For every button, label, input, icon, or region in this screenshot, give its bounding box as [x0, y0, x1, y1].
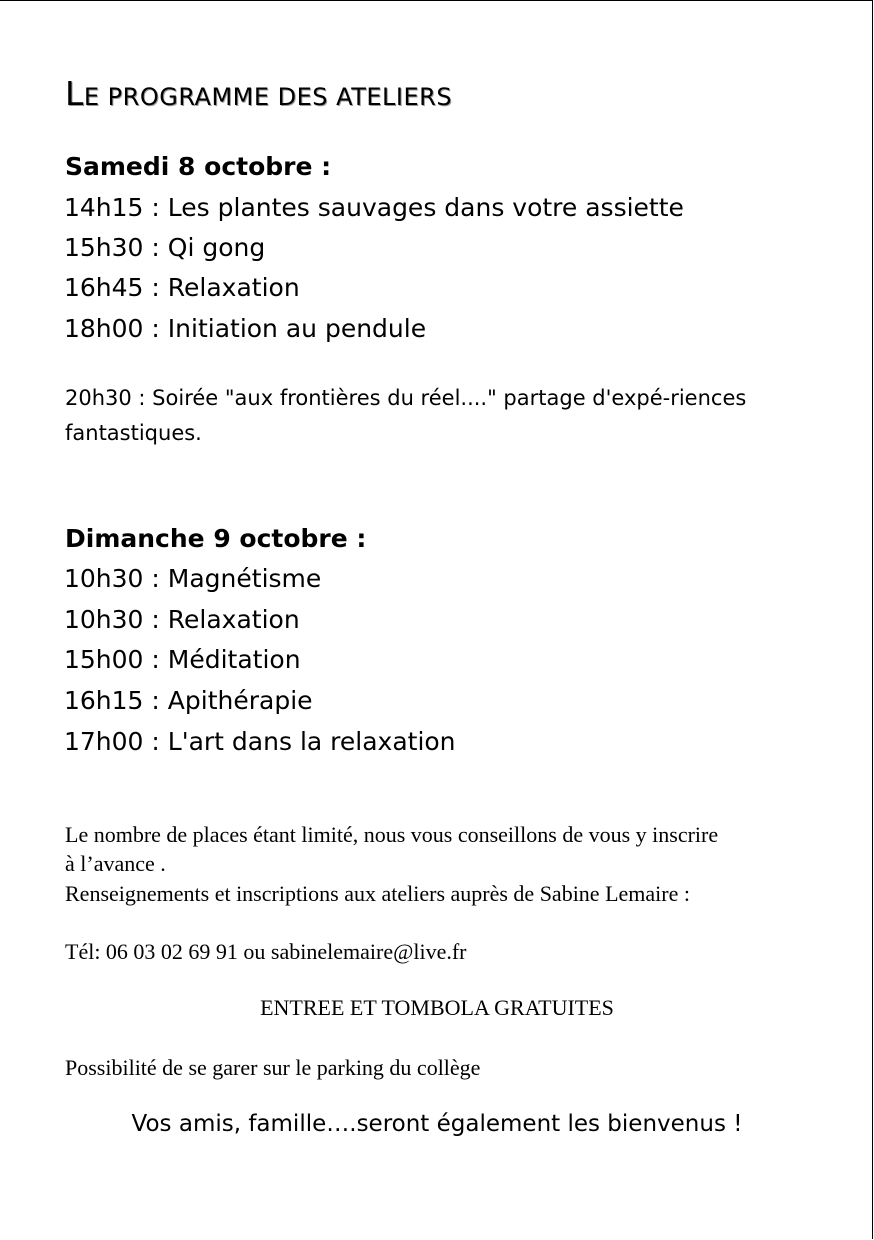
title-rest: E PROGRAMME DES ATELIERS [83, 83, 453, 111]
page-title [65, 74, 452, 113]
saturday-session: 15h30 : Qi gong [64, 233, 266, 262]
sunday-heading: Dimanche 9 octobre : [65, 524, 367, 553]
places-notice-line2: à l’avance . [65, 851, 166, 876]
sunday-session: 15h00 : Méditation [64, 645, 301, 674]
sunday-session: 10h30 : Relaxation [64, 605, 300, 634]
saturday-session: 18h00 : Initiation au pendule [64, 314, 427, 343]
welcome-message: Vos amis, famille….seront également les bienvenus ! [131, 1111, 743, 1137]
sunday-session: 17h00 : L'art dans la relaxation [64, 727, 456, 756]
sunday-session: 10h30 : Magnétisme [64, 564, 322, 593]
saturday-heading: Samedi 8 octobre : [65, 152, 332, 181]
sunday-session: 16h15 : Apithérapie [64, 686, 313, 715]
phone-email: Tél: 06 03 02 69 91 ou sabinelemaire@live.fr [65, 939, 467, 964]
title-first-letter: L [65, 74, 84, 113]
saturday-session: 16h45 : Relaxation [64, 273, 300, 302]
saturday-session: 14h15 : Les plantes sauvages dans votre assiette [64, 193, 684, 222]
contact-notice: Renseignements et inscriptions aux ateliers auprès de Sabine Lemaire : [65, 881, 690, 906]
saturday-evening-event: 20h30 : Soirée "aux frontières du réel...." partage d'expé-riences fantastiques. [65, 386, 747, 445]
places-notice-line1: Le nombre de places étant limité, nous vous conseillons de vous y inscrire [65, 822, 719, 847]
parking-notice: Possibilité de se garer sur le parking du collège [65, 1055, 481, 1080]
free-entry-notice: ENTREE ET TOMBOLA GRATUITES [260, 995, 614, 1020]
